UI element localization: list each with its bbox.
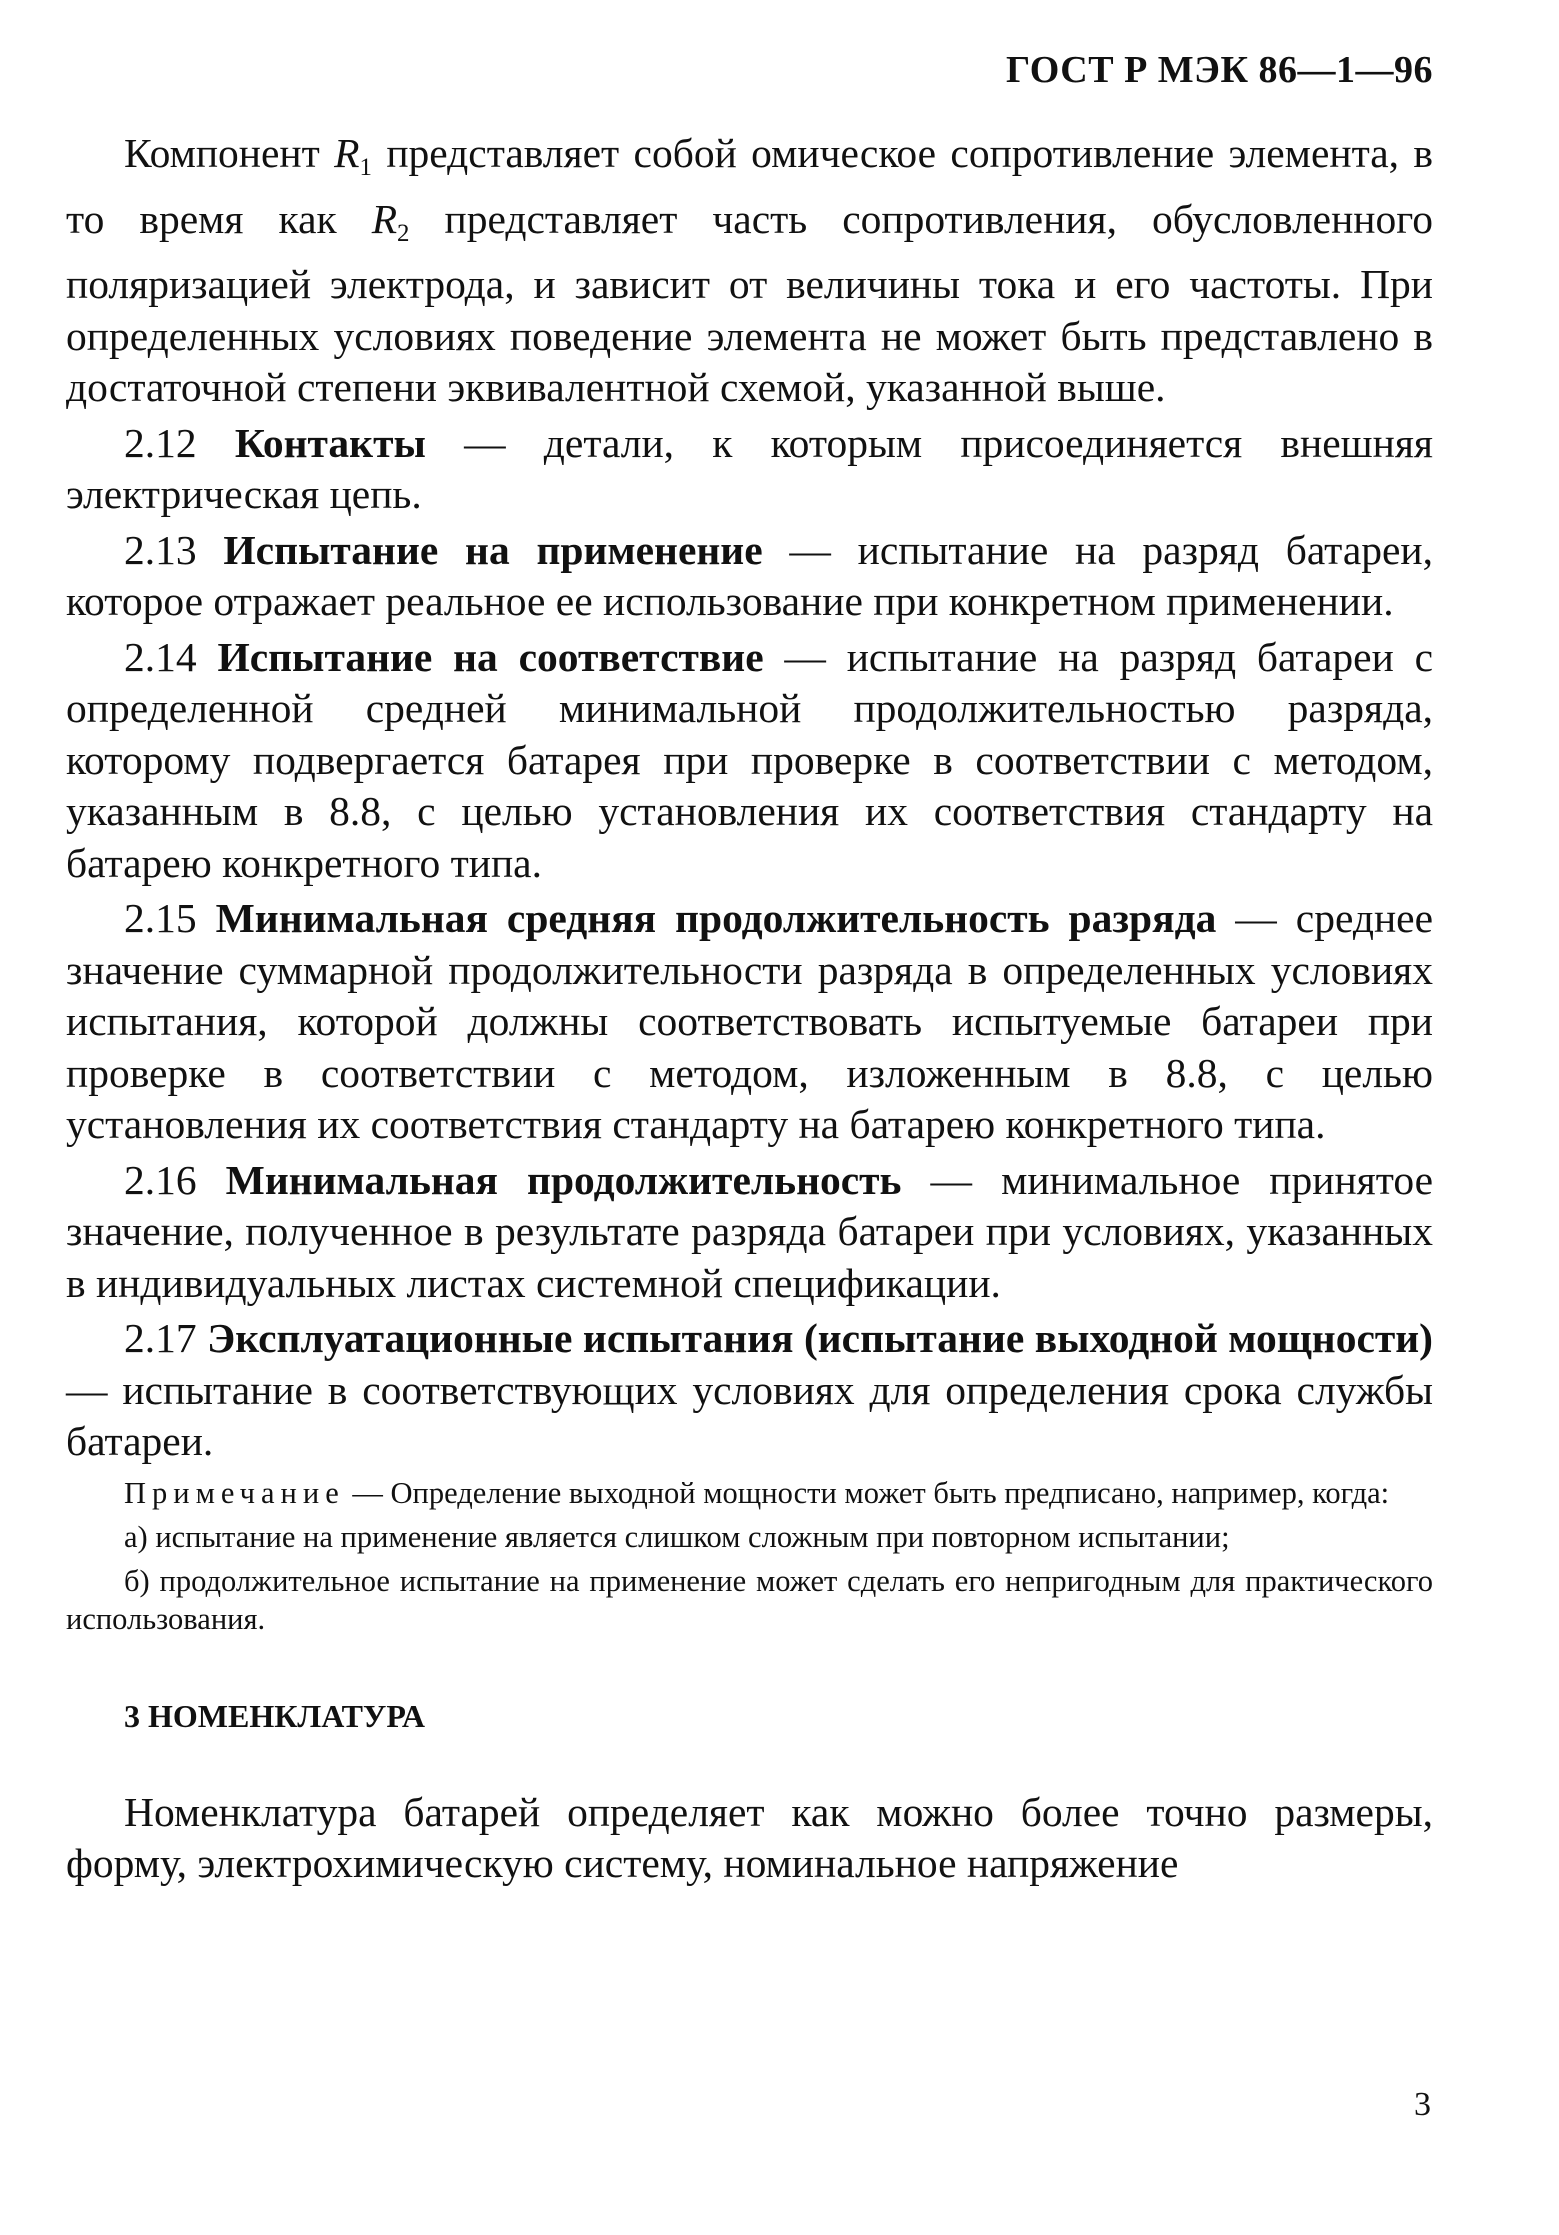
variable-r1: R <box>334 130 360 176</box>
definition-term: Контакты <box>234 419 426 466</box>
variable-r2: R <box>371 195 398 242</box>
subscript-1: 1 <box>359 154 372 181</box>
definition-term: Минимальная продолжительность <box>225 1156 902 1203</box>
page-number: 3 <box>1414 2086 1431 2123</box>
paragraph-resistance <box>66 128 1433 414</box>
definition-2-15 <box>66 893 1433 1151</box>
definition-text: — испытание на разряд батареи, которое отражает реальное ее использование при конкретном применении. <box>66 526 1433 624</box>
definition-term: Эксплуатационные испытания (испытание выходной мощности) <box>207 1315 1434 1361</box>
definition-number: 2.15 <box>124 895 197 941</box>
definition-text: — детали, к которым присоединяется внешняя электрическая цепь. <box>66 419 1434 517</box>
note-text: — Определение выходной мощности может быть предписано, например, когда: <box>344 1475 1390 1510</box>
definition-number: 2.14 <box>124 633 197 680</box>
definition-text: — минимальное принятое значение, полученное в результате разряда батареи при условиях, указанных в индивидуальных листах системной спецификации. <box>66 1156 1434 1306</box>
definition-2-16 <box>66 1155 1433 1310</box>
note-intro <box>66 1474 1433 1512</box>
subscript-2: 2 <box>397 219 410 247</box>
document-header: ГОСТ Р МЭК 86—1—96 <box>1006 49 1433 91</box>
definition-text: — испытание в соответствующих условиях для определения срока службы батареи. <box>66 1366 1433 1464</box>
definition-text: — испытание на разряд батареи с определенной средней минимальной продолжительностью разряда, которому подвергается батарея при проверке в соответствии с методом, указанным в 8.8, с целью установления их соответствия стандарту на батарею конкретного типа. <box>66 633 1434 886</box>
note-item-text: б) продолжительное испытание на применение может сделать его непригодным для практического использования. <box>66 1563 1433 1636</box>
section-text: Номенклатура батарей определяет как можно более точно размеры, форму, электрохимическую систему, номинальное напряжение <box>66 1788 1433 1886</box>
definition-term: Испытание на соответствие <box>217 633 764 680</box>
paragraph-text: представляет часть сопротивления, обусловленного поляризацией электрода, и зависит от величины тока и его частоты. При определенных условиях поведение элемента не может быть представлено в достаточной степени эквивалентной схемой, указанной выше. <box>66 195 1433 410</box>
note-label: Примечание <box>124 1475 345 1510</box>
definition-2-13 <box>66 525 1433 628</box>
note-item-text: а) испытание на применение является слишком сложным при повторном испытании; <box>124 1519 1230 1554</box>
document-body <box>66 128 1433 1890</box>
definition-number: 2.12 <box>124 419 197 466</box>
definition-number: 2.16 <box>124 1156 197 1203</box>
definition-2-12 <box>66 418 1433 521</box>
note-item-b <box>66 1562 1433 1638</box>
definition-number: 2.13 <box>124 526 197 573</box>
definition-2-17 <box>66 1313 1433 1468</box>
definition-term: Минимальная средняя продолжительность разряда <box>215 895 1217 941</box>
definition-number: 2.17 <box>124 1315 197 1361</box>
section-heading: 3 НОМЕНКЛАТУРА <box>124 1697 425 1734</box>
definition-2-14 <box>66 632 1433 890</box>
note-item-a <box>66 1518 1433 1556</box>
section-paragraph <box>66 1787 1433 1890</box>
paragraph-text: Компонент <box>124 130 335 176</box>
definition-term: Испытание на применение <box>223 526 763 573</box>
paragraph-text: представляет собой омическое сопротивление элемента, в то время как <box>66 130 1433 242</box>
definition-text: — среднее значение суммарной продолжительности разряда в определенных условиях испытания, которой должны соответствовать испытуемые батареи при проверке в соответствии с методом, изложенным в 8.8, с целью установления их соответствия стандарту на батарею конкретного типа. <box>66 895 1433 1147</box>
